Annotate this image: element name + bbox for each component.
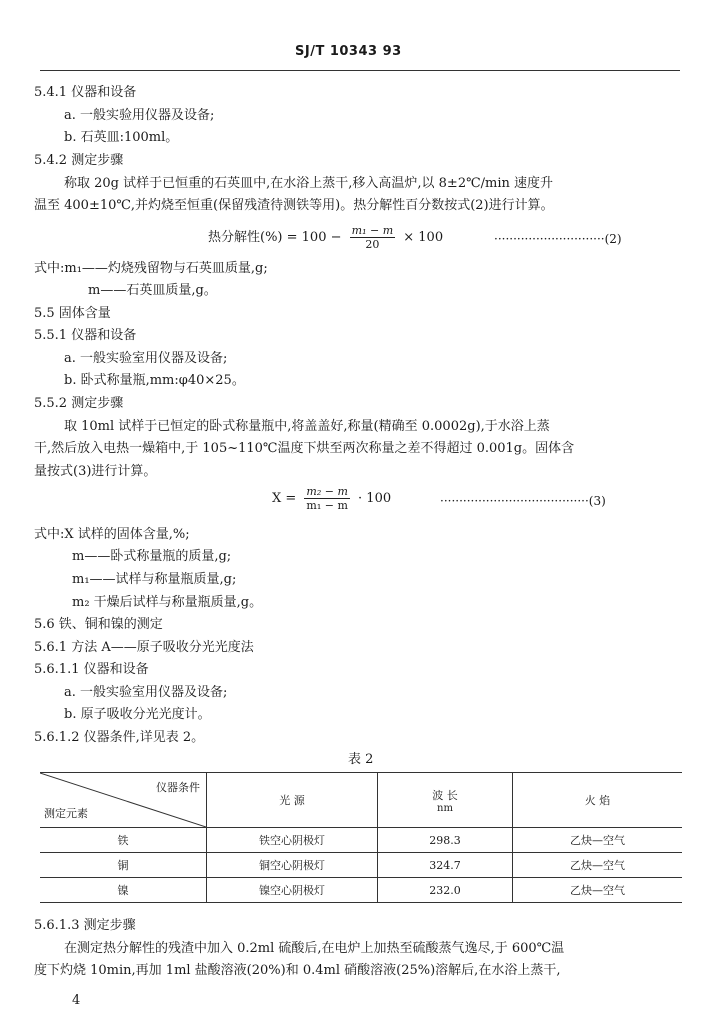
list-item: b. 石英皿:100ml。 xyxy=(64,130,179,145)
cell-element: 铜 xyxy=(40,853,207,878)
list-item: b. 卧式称量瓶,mm:φ40×25。 xyxy=(64,373,245,388)
equation-number: ·····························(2) xyxy=(494,232,622,246)
cell-element: 镍 xyxy=(40,878,207,903)
corner-top-label: 仪器条件 xyxy=(156,781,200,794)
fraction xyxy=(350,224,395,251)
variable-definition: m₂ 干燥后试样与称量瓶质量,g。 xyxy=(72,595,263,610)
cell-wavelength: 232.0 xyxy=(378,878,513,903)
fraction-numerator: m₁ − m xyxy=(351,224,394,237)
list-item: a. 一般实验用仪器及设备; xyxy=(64,108,215,123)
list-item: b. 原子吸收分光光度计。 xyxy=(64,707,211,722)
section-heading: 5.6.1.1 仪器和设备 xyxy=(34,662,149,677)
equation-number: ·······································(3) xyxy=(440,494,606,508)
cell-source: 铁空心阴极灯 xyxy=(207,828,378,853)
section-heading: 5.6.1 方法 A——原子吸收分光光度法 xyxy=(34,640,254,655)
paragraph-line: 称取 20g 试样于已恒重的石英皿中,在水浴上蒸干,移入高温炉,以 8±2℃/min 速度升 xyxy=(64,176,554,191)
table-2 xyxy=(40,772,682,903)
fraction xyxy=(304,485,349,512)
equation-lhs: 热分解性(%) = 100 − xyxy=(208,230,342,245)
variable-definition: m——卧式称量瓶的质量,g; xyxy=(72,549,232,564)
paragraph-line: 干,然后放入电热一燥箱中,于 105~110℃温度下烘至两次称量之差不得超过 0.001g。固体含 xyxy=(34,441,575,456)
paragraph-line: 度下灼烧 10min,再加 1ml 盐酸溶液(20%)和 0.4ml 硝酸溶液(25%)溶解后,在水浴上蒸干, xyxy=(34,963,561,978)
paragraph-line: 温至 400±10℃,并灼烧至恒重(保留残渣待测铁等用)。热分解性百分数按式(2)进行计算。 xyxy=(34,198,554,213)
cell-flame: 乙炔—空气 xyxy=(513,828,683,853)
paragraph-line: 取 10ml 试样于已恒定的卧式称量瓶中,将盖盖好,称量(精确至 0.0002g),于水浴上蒸 xyxy=(64,419,550,434)
header-wavelength xyxy=(378,773,513,828)
list-item: a. 一般实验室用仪器及设备; xyxy=(64,351,228,366)
equation-lhs: X = xyxy=(272,491,297,506)
header-wavelength-unit: nm xyxy=(437,802,453,814)
cell-source: 镍空心阴极灯 xyxy=(207,878,378,903)
cell-source: 铜空心阴极灯 xyxy=(207,853,378,878)
table-header-row xyxy=(40,773,682,828)
section-heading: 5.6 铁、铜和镍的测定 xyxy=(34,617,163,632)
section-heading: 5.4.1 仪器和设备 xyxy=(34,85,137,100)
fraction-denominator: 20 xyxy=(365,238,380,251)
list-item: a. 一般实验室用仪器及设备; xyxy=(64,685,228,700)
paragraph-line: 量按式(3)进行计算。 xyxy=(34,464,157,479)
cell-flame: 乙炔—空气 xyxy=(513,878,683,903)
equation-2 xyxy=(208,224,443,251)
table-corner-cell xyxy=(40,773,207,828)
variable-definition: m₁——试样与称量瓶质量,g; xyxy=(72,572,237,587)
cell-wavelength: 324.7 xyxy=(378,853,513,878)
table-row xyxy=(40,853,682,878)
cell-flame: 乙炔—空气 xyxy=(513,853,683,878)
page-number: 4 xyxy=(72,993,81,1008)
header-wavelength-label: 波 长 xyxy=(432,788,458,802)
fraction-numerator: m₂ − m xyxy=(306,485,348,498)
table-row xyxy=(40,878,682,903)
section-heading: 5.5.2 测定步骤 xyxy=(34,396,124,411)
variable-definition: 式中:X 试样的固体含量,%; xyxy=(34,527,190,542)
header-rule xyxy=(40,70,680,71)
variable-definition: 式中:m₁——灼烧残留物与石英皿质量,g; xyxy=(34,261,268,276)
header-source: 光 源 xyxy=(207,773,378,828)
section-heading: 5.6.1.2 仪器条件,详见表 2。 xyxy=(34,730,205,745)
fraction-denominator: m₁ − m xyxy=(306,499,348,512)
table-caption: 表 2 xyxy=(348,752,374,767)
header-flame: 火 焰 xyxy=(513,773,683,828)
document-header: SJ/T 10343 93 xyxy=(295,44,402,59)
section-heading: 5.5.1 仪器和设备 xyxy=(34,328,137,343)
cell-wavelength: 298.3 xyxy=(378,828,513,853)
section-heading: 5.6.1.3 测定步骤 xyxy=(34,918,136,933)
equation-rhs: · 100 xyxy=(358,491,392,506)
section-heading: 5.5 固体含量 xyxy=(34,306,111,321)
section-heading: 5.4.2 测定步骤 xyxy=(34,153,124,168)
corner-bottom-label: 测定元素 xyxy=(44,807,88,820)
paragraph-line: 在测定热分解性的残渣中加入 0.2ml 硫酸后,在电炉上加热至硫酸蒸气逸尽,于 600℃温 xyxy=(64,941,565,956)
table-row xyxy=(40,828,682,853)
variable-definition: m——石英皿质量,g。 xyxy=(88,283,217,298)
equation-rhs: × 100 xyxy=(403,230,444,245)
cell-element: 铁 xyxy=(40,828,207,853)
equation-3 xyxy=(272,485,391,512)
